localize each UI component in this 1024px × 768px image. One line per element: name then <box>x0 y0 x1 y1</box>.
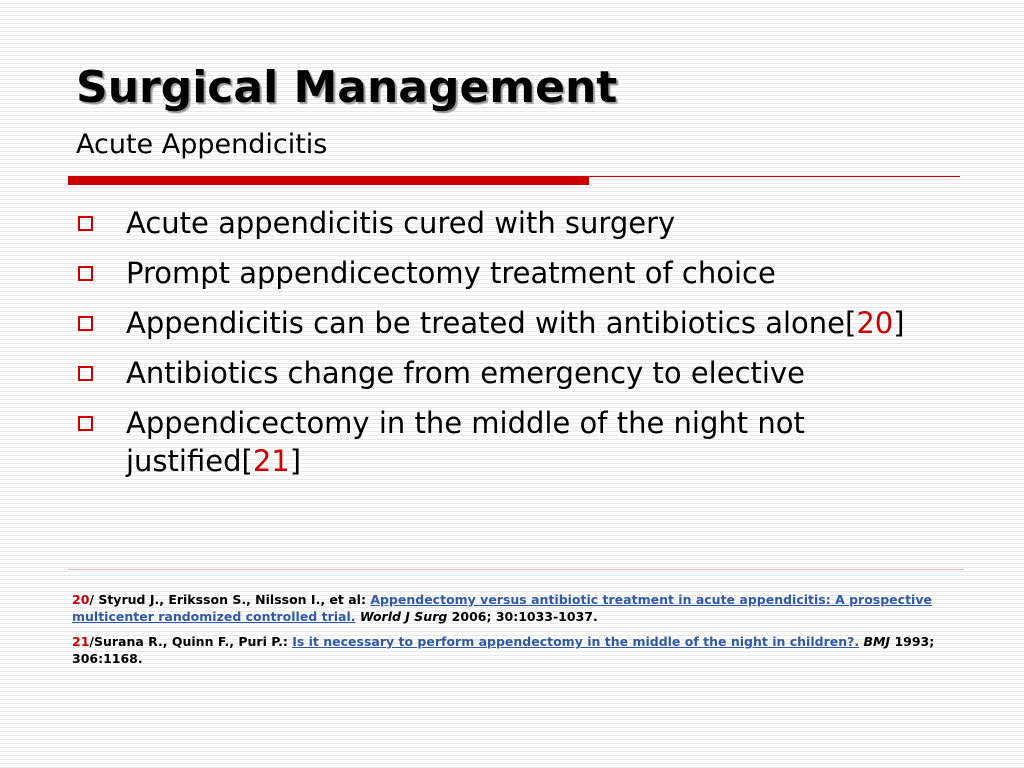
title-underline-line <box>589 176 960 177</box>
reference-item <box>72 633 957 667</box>
bullet-text: Appendicectomy in the middle of the night not justified[ <box>126 406 805 478</box>
reference-journal: World J Surg <box>359 609 448 624</box>
references <box>72 591 957 675</box>
bullet-item <box>76 254 976 292</box>
bullet-item <box>76 304 976 342</box>
bullet-text: Acute appendicitis cured with surgery <box>126 206 676 240</box>
reference-number: 21 <box>72 634 90 649</box>
reference-link[interactable]: Appendectomy versus antibiotic treatment in acute appendicitis: A prospective multicenter randomized controlled trial. <box>72 592 932 624</box>
reference-citation: 2006; 30:1033-1037. <box>451 609 598 624</box>
reference-citation: 1993; 306:1168. <box>72 634 935 666</box>
reference-marker: 21 <box>252 444 290 478</box>
bullet-text: Antibiotics change from emergency to elective <box>126 356 805 390</box>
bullet-text: Prompt appendicectomy treatment of choice <box>126 256 776 290</box>
slide-subtitle: Acute Appendicitis <box>76 129 328 160</box>
bullet-item <box>76 354 976 392</box>
reference-item <box>72 591 957 625</box>
bullet-list <box>76 204 976 492</box>
square-bullet-icon <box>78 216 93 231</box>
square-bullet-icon <box>78 416 93 431</box>
bullet-item <box>76 204 976 242</box>
bullet-text: Appendicitis can be treated with antibiotics alone[ <box>126 306 857 340</box>
square-bullet-icon <box>78 266 93 281</box>
bullet-item <box>76 404 976 480</box>
reference-number: 20 <box>72 592 90 607</box>
reference-link[interactable]: Is it necessary to perform appendectomy in the middle of the night in children?. <box>292 634 860 649</box>
square-bullet-icon <box>78 366 93 381</box>
reference-journal: BMJ <box>863 634 891 649</box>
slide-title: Surgical Management <box>76 62 618 113</box>
reference-authors: /Surana R., Quinn F., Puri P.: <box>89 634 293 649</box>
square-bullet-icon <box>78 316 93 331</box>
title-underline-bar <box>68 176 589 185</box>
reference-marker: 20 <box>856 306 894 340</box>
reference-authors: / Styrud J., Eriksson S., Nilsson I., et al: <box>89 592 371 607</box>
bullet-text-suffix: ] <box>289 444 302 478</box>
references-divider <box>68 569 964 570</box>
bullet-text-suffix: ] <box>893 306 905 340</box>
